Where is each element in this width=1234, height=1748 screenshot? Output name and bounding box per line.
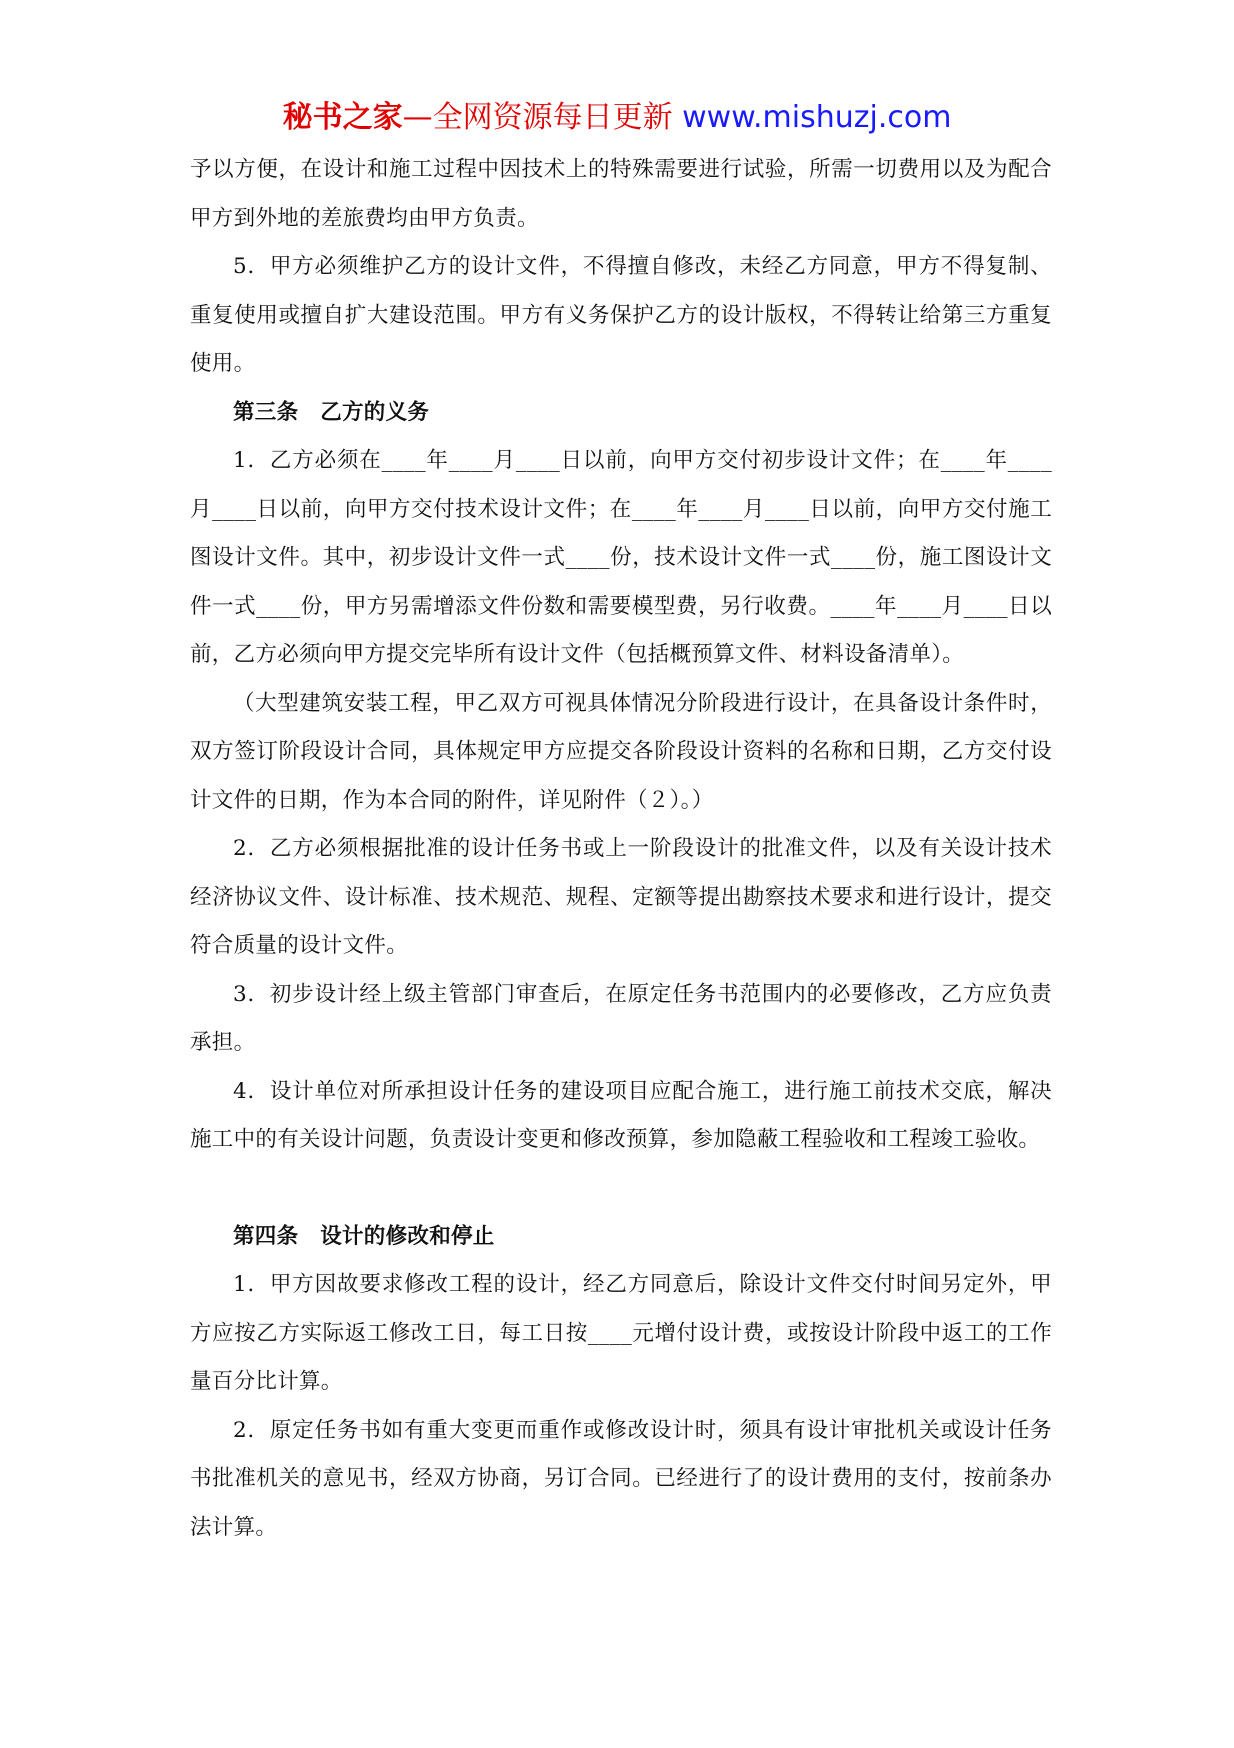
- article-3-note: （大型建筑安装工程，甲乙双方可视具体情况分阶段进行设计，在具备设计条件时，双方签订阶段设计合同，具体规定甲方应提交各阶段设计资料的名称和日期，乙方交付设计文件的日期，作为本合同的附件，详见附件（２）。）: [190, 690, 1052, 813]
- paragraph-continued: 予以方便，在设计和施工过程中因技术上的特殊需要进行试验，所需一切费用以及为配合甲方到外地的差旅费均由甲方负责。: [190, 157, 1052, 231]
- paragraph-clause-5: 5．甲方必须维护乙方的设计文件，不得擅自修改，未经乙方同意，甲方不得复制、重复使用或擅自扩大建设范围。甲方有义务保护乙方的设计版权，不得转让给第三方重复使用。: [190, 254, 1052, 376]
- document-body: [190, 146, 1052, 1552]
- article-4-clause-2: 2．原定任务书如有重大变更而重作或修改设计时，须具有设计审批机关或设计任务书批准机关的意见书，经双方协商，另订合同。已经进行了的设计费用的支付，按前条办法计算。: [190, 1417, 1052, 1540]
- site-url-link[interactable]: www.mishuzj.com: [682, 100, 952, 135]
- article-3-clause-2: 2．乙方必须根据批准的设计任务书或上一阶段设计的批准文件，以及有关设计技术经济协议文件、设计标准、技术规范、规程、定额等提出勘察技术要求和进行设计，提交符合质量的设计文件。: [190, 836, 1052, 958]
- article-4-clause-1: 1．甲方因故要求修改工程的设计，经乙方同意后，除设计文件交付时间另定外，甲方应按乙方实际返工修改工日，每工日按____元增付设计费，或按设计阶段中返工的工作量百分比计算。: [190, 1272, 1052, 1394]
- article-3-clause-3: 3．初步设计经上级主管部门审查后，在原定任务书范围内的必要修改，乙方应负责承担。: [190, 981, 1052, 1055]
- section-spacer: [190, 1165, 1052, 1213]
- article-3-title: 第三条 乙方的义务: [233, 399, 430, 425]
- site-brand: 秘书之家: [282, 100, 403, 135]
- article-3-clause-4: 4．设计单位对所承担设计任务的建设项目应配合施工，进行施工前技术交底，解决施工中的有关设计问题，负责设计变更和修改预算，参加隐蔽工程验收和工程竣工验收。: [190, 1078, 1052, 1152]
- article-4-title: 第四条 设计的修改和停止: [233, 1223, 495, 1249]
- article-3-clause-1: 1．乙方必须在____年____月____日以前，向甲方交付初步设计文件；在____年____月____日以前，向甲方交付技术设计文件；在____年____月____日以前，向甲方交付施工图设计文件。其中，初步设计文件一式____份，技术设计文件一式____份，施工图设计文件一式____份，甲方另需增添文件份数和需要模型费，另行收费。____年____月____日以前，乙方必须向甲方提交完毕所有设计文件（包括概预算文件、材料设备清单）。: [190, 448, 1052, 667]
- site-tagline: —全网资源每日更新: [402, 100, 673, 135]
- site-header: [0, 98, 1234, 138]
